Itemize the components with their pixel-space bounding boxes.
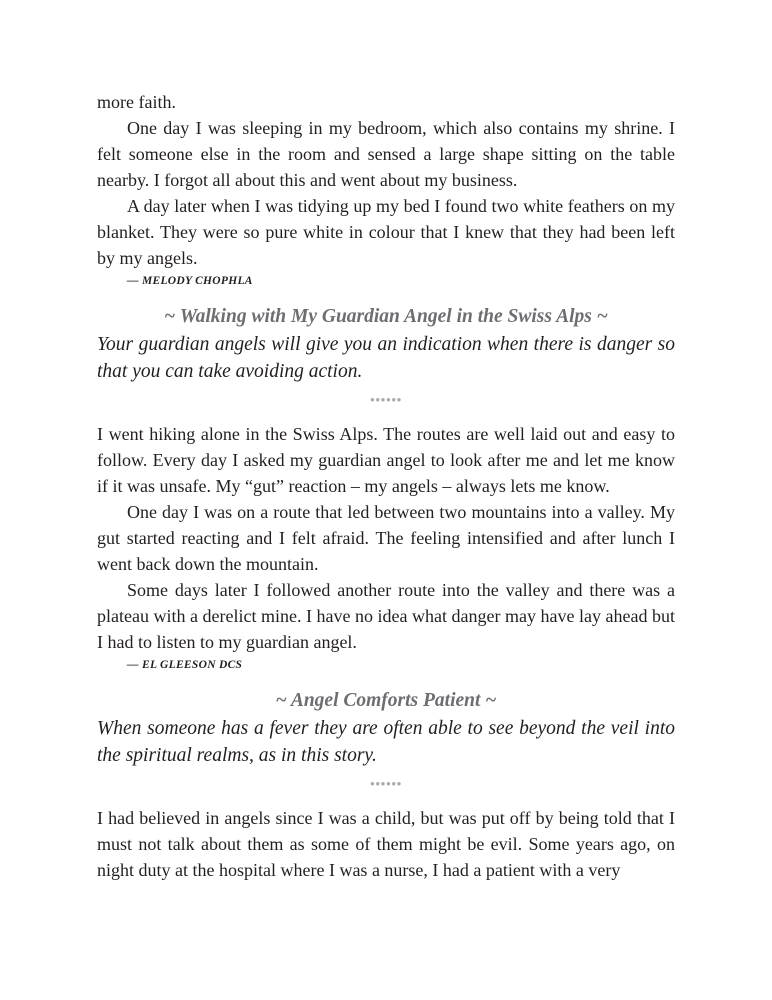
attribution: — EL GLEESON DCS (127, 659, 243, 671)
story-title: ~ Angel Comforts Patient ~ (275, 690, 497, 711)
paragraph: I had believed in angels since I was a child, but was put off by being told that I must not talk about them as some of them might be evil. Some years ago, on night duty at the hospital where I was a nurse, I had a patient with a very (97, 808, 675, 880)
story-intro: Your guardian angels will give you an indication when there is danger so that you can take avoiding action. (97, 334, 675, 382)
paragraph: Some days later I followed another route into the valley and there was a plateau with a derelict mine. I have no idea what danger may have lay ahead but I had to listen to my guardian angel. (97, 580, 675, 652)
paragraph: A day later when I was tidying up my bed I found two white feathers on my blanket. They were so pure white in colour that I knew that they had been left by my angels. (97, 196, 675, 268)
ornament-divider: ●●●●●● (370, 779, 402, 788)
story-intro: When someone has a fever they are often able to see beyond the veil into the spiritual realms, as in this story. (97, 718, 675, 766)
story-title: ~ Walking with My Guardian Angel in the Swiss Alps ~ (164, 306, 608, 327)
paragraph: I went hiking alone in the Swiss Alps. The routes are well laid out and easy to follow. Every day I asked my guardian angel to look after me and let me know if it was unsafe. My “gut” reaction – my angels – always lets me know. (97, 424, 675, 496)
paragraph: One day I was on a route that led between two mountains into a valley. My gut started reacting and I felt afraid. The feeling intensified and after lunch I went back down the mountain. (97, 502, 675, 574)
ornament-divider: ●●●●●● (370, 395, 402, 404)
attribution: — MELODY CHOPHLA (127, 275, 253, 287)
page-content (97, 89, 675, 883)
paragraph: more faith. (97, 92, 176, 112)
paragraph: One day I was sleeping in my bedroom, which also contains my shrine. I felt someone else in the room and sensed a large shape sitting on the table nearby. I forgot all about this and went about my business. (97, 118, 675, 190)
